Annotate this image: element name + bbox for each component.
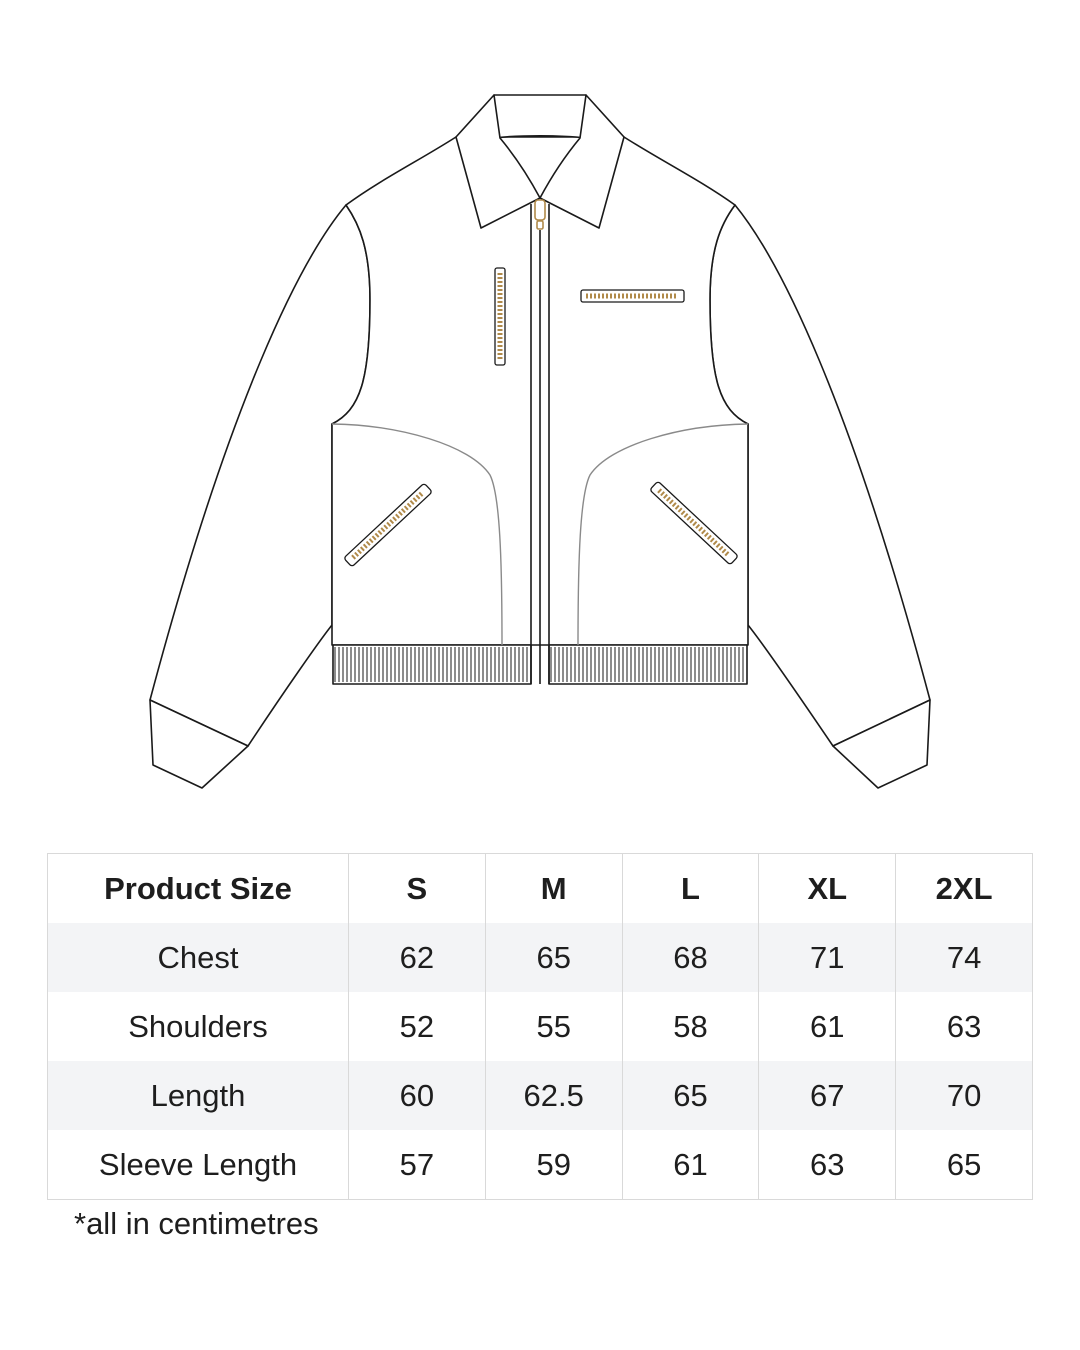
table-cell: 65	[485, 923, 622, 992]
table-cell: 61	[759, 992, 896, 1061]
table-cell: 52	[349, 992, 486, 1061]
header-size-s: S	[349, 854, 486, 924]
collar-back	[494, 95, 586, 138]
table-cell: 67	[759, 1061, 896, 1130]
size-chart-table	[47, 853, 1033, 1200]
table-cell: 61	[622, 1130, 759, 1200]
table-cell: 68	[622, 923, 759, 992]
table-cell: 63	[759, 1130, 896, 1200]
row-label: Length	[48, 1061, 349, 1130]
chest-zip-pocket-right	[581, 290, 684, 302]
table-row	[48, 923, 1033, 992]
header-size-l: L	[622, 854, 759, 924]
header-product-size: Product Size	[48, 854, 349, 924]
table-cell: 65	[622, 1061, 759, 1130]
header-size-m: M	[485, 854, 622, 924]
table-row	[48, 992, 1033, 1061]
table-cell: 62	[349, 923, 486, 992]
table-cell: 59	[485, 1130, 622, 1200]
table-cell: 71	[759, 923, 896, 992]
table-cell: 70	[896, 1061, 1033, 1130]
header-size-xl: XL	[759, 854, 896, 924]
table-cell: 63	[896, 992, 1033, 1061]
row-label: Shoulders	[48, 992, 349, 1061]
row-label: Sleeve Length	[48, 1130, 349, 1200]
table-row	[48, 1061, 1033, 1130]
table-row	[48, 1130, 1033, 1200]
table-cell: 74	[896, 923, 1033, 992]
table-cell: 65	[896, 1130, 1033, 1200]
center-zipper-pull-icon	[535, 200, 545, 229]
table-cell: 57	[349, 1130, 486, 1200]
table-cell: 58	[622, 992, 759, 1061]
units-footnote: *all in centimetres	[74, 1206, 319, 1241]
header-size-2xl: 2XL	[896, 854, 1033, 924]
table-cell: 60	[349, 1061, 486, 1130]
row-label: Chest	[48, 923, 349, 992]
table-cell: 62.5	[485, 1061, 622, 1130]
table-cell: 55	[485, 992, 622, 1061]
table-header-row	[48, 854, 1033, 924]
